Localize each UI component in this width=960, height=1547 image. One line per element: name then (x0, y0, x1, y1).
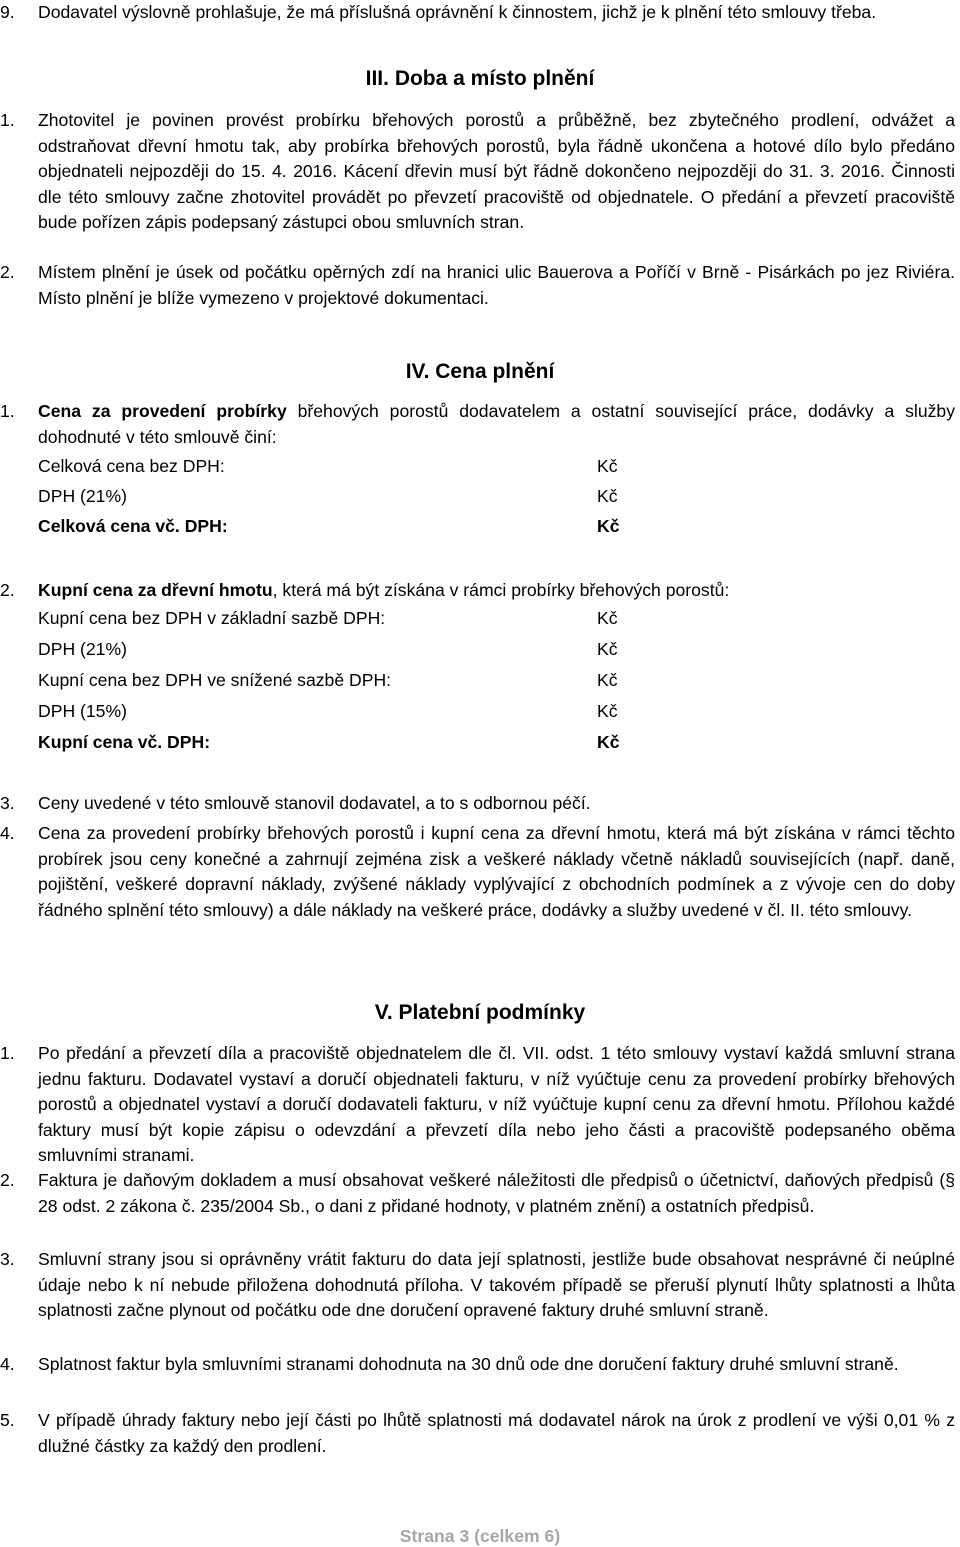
clause-9 (0, 0, 955, 26)
clause-iii-1 (0, 108, 955, 236)
price-row (38, 516, 678, 542)
clause-rest: , která má být získána v rámci probírky břehových porostů: (272, 580, 730, 600)
price-row (38, 456, 678, 482)
section-heading-v: V. Platební podmínky (374, 1001, 586, 1024)
clause-number: 2. (0, 1170, 15, 1190)
price-label: Celková cena bez DPH: (38, 456, 225, 476)
clause-text (38, 399, 955, 450)
clause-number: 5. (0, 1410, 15, 1430)
clause-text: Po předání a převzetí díla a pracoviště objednatelem dle čl. VII. odst. 1 této smlouvy vystaví každá smluvní strana jednu fakturu. Dodavatel vystaví a doručí objednateli fakturu, v níž vyúčtuje cenu za provedení probírky břehových porostů a objednatel vystaví a doručí dodavateli fakturu, v níž vyúčtuje kupní cenu za dřevní hmotu. Přílohou každé faktury musí být kopie zápisu o odevzdání a převzetí díla nebo jeho části a pracoviště podepsaného oběma smluvními stranami. (38, 1043, 955, 1165)
price-currency: Kč (597, 456, 618, 476)
clause-number: 1. (0, 401, 15, 421)
clause-number: 4. (0, 823, 15, 843)
clause-v-3 (0, 1247, 955, 1324)
clause-text: Zhotovitel je povinen provést probírku břehových porostů a průběžně, bez zbytečného prodlení, odvážet a odstraňovat dřevní hmotu tak, aby probírka břehových porostů, byla řádně ukončena a hotové dílo bylo předáno objednateli nejpozději do 15. 4. 2016. Kácení dřevin musí být řádně dokončeno nejpozději do 31. 3. 2016. Činnosti dle této smlouvy začne zhotovitel provádět po převzetí pracoviště od objednatele. O předání a převzetí pracoviště bude pořízen zápis podepsaný zástupci obou smluvních stran. (38, 110, 955, 232)
price-label: DPH (21%) (38, 486, 127, 506)
price-label: DPH (15%) (38, 701, 127, 721)
clause-number: 1. (0, 110, 15, 130)
price-row (38, 639, 678, 665)
price-currency: Kč (597, 516, 620, 536)
price-label: Kupní cena bez DPH v základní sazbě DPH: (38, 608, 386, 628)
clause-text: V případě úhrady faktury nebo její části po lhůtě splatnosti má dodavatel nárok na úrok z prodlení ve výši 0,01 % z dlužné částky za každý den prodlení. (38, 1410, 955, 1456)
price-row (38, 670, 678, 696)
clause-text (38, 578, 955, 604)
price-row (38, 608, 678, 634)
clause-text: Cena za provedení probírky břehových porostů i kupní cena za dřevní hmotu, která má být získána v rámci těchto probírek jsou ceny konečné a zahrnují zejména zisk a veškeré náklady včetně nákladů souvisejících (např. daně, pojištění, veškeré dopravní náklady, zvýšené náklady vyplývající z obchodních podmínek a z vývoje cen do doby řádného splnění této smlouvy) a dále náklady na veškeré práce, dodávky a služby uvedené v čl. II. této smlouvy. (38, 823, 955, 920)
clause-iv-2 (0, 578, 955, 604)
section-heading-iv: IV. Cena plnění (405, 360, 555, 383)
clause-rest: břehových porostů dodavatelem a ostatní související práce, dodávky a služby dohodnuté v této smlouvě činí: (38, 401, 955, 447)
price-label: Celková cena vč. DPH: (38, 516, 228, 536)
price-row (38, 486, 678, 512)
price-currency: Kč (597, 701, 618, 721)
price-currency: Kč (597, 639, 618, 659)
price-label: Kupní cena bez DPH ve snížené sazbě DPH: (38, 670, 392, 690)
clause-text: Místem plnění je úsek od počátku opěrných zdí na hranici ulic Bauerova a Poříčí v Brně - Pisárkách po jez Riviéra. Místo plnění je blíže vymezeno v projektové dokumentaci. (38, 262, 955, 308)
page-footer: Strana 3 (celkem 6) (399, 1526, 561, 1546)
clause-text: Splatnost faktur byla smluvními stranami dohodnuta na 30 dnů ode dne doručení faktury druhé smluvní straně. (38, 1354, 899, 1374)
price-currency: Kč (597, 732, 620, 752)
clause-iv-3 (0, 791, 955, 817)
clause-iv-4 (0, 821, 955, 923)
price-label: Kupní cena vč. DPH: (38, 732, 211, 752)
clause-number: 4. (0, 1354, 15, 1374)
price-currency: Kč (597, 486, 618, 506)
clause-number: 1. (0, 1043, 15, 1063)
clause-iii-2 (0, 260, 955, 311)
clause-v-1 (0, 1041, 955, 1169)
clause-bold-lead: Cena za provedení probírky (38, 401, 287, 421)
clause-text: Ceny uvedené v této smlouvě stanovil dodavatel, a to s odbornou péčí. (38, 793, 591, 813)
clause-text: Faktura je daňovým dokladem a musí obsahovat veškeré náležitosti dle předpisů o účetnictví, daňových předpisů (§ 28 odst. 2 zákona č. 235/2004 Sb., o dani z přidané hodnoty, v platném znění) a ostatních předpisů. (38, 1170, 955, 1216)
price-currency: Kč (597, 670, 618, 690)
clause-number: 3. (0, 1249, 15, 1269)
clause-v-4 (0, 1352, 955, 1378)
section-heading-iii: III. Doba a místo plnění (365, 67, 595, 90)
clause-number: 9. (0, 2, 15, 22)
clause-iv-1 (0, 399, 955, 450)
price-currency: Kč (597, 608, 618, 628)
price-row (38, 732, 678, 758)
clause-number: 2. (0, 580, 15, 600)
clause-v-2 (0, 1168, 955, 1219)
clause-number: 2. (0, 262, 15, 282)
clause-text: Smluvní strany jsou si oprávněny vrátit fakturu do data její splatnosti, jestliže bude obsahovat nesprávné či neúplné údaje nebo k ní nebude přiložena dohodnutá příloha. V takovém případě se přeruší plynutí lhůty splatnosti a lhůta splatnosti začne plynout od počátku ode dne doručení opravené faktury druhé smluvní straně. (38, 1249, 955, 1320)
price-row (38, 701, 678, 727)
clause-v-5 (0, 1408, 955, 1459)
clause-text: Dodavatel výslovně prohlašuje, že má příslušná oprávnění k činnostem, jichž je k plnění této smlouvy třeba. (38, 2, 877, 22)
clause-number: 3. (0, 793, 15, 813)
price-label: DPH (21%) (38, 639, 127, 659)
clause-bold-lead: Kupní cena za dřevní hmotu (38, 580, 273, 600)
